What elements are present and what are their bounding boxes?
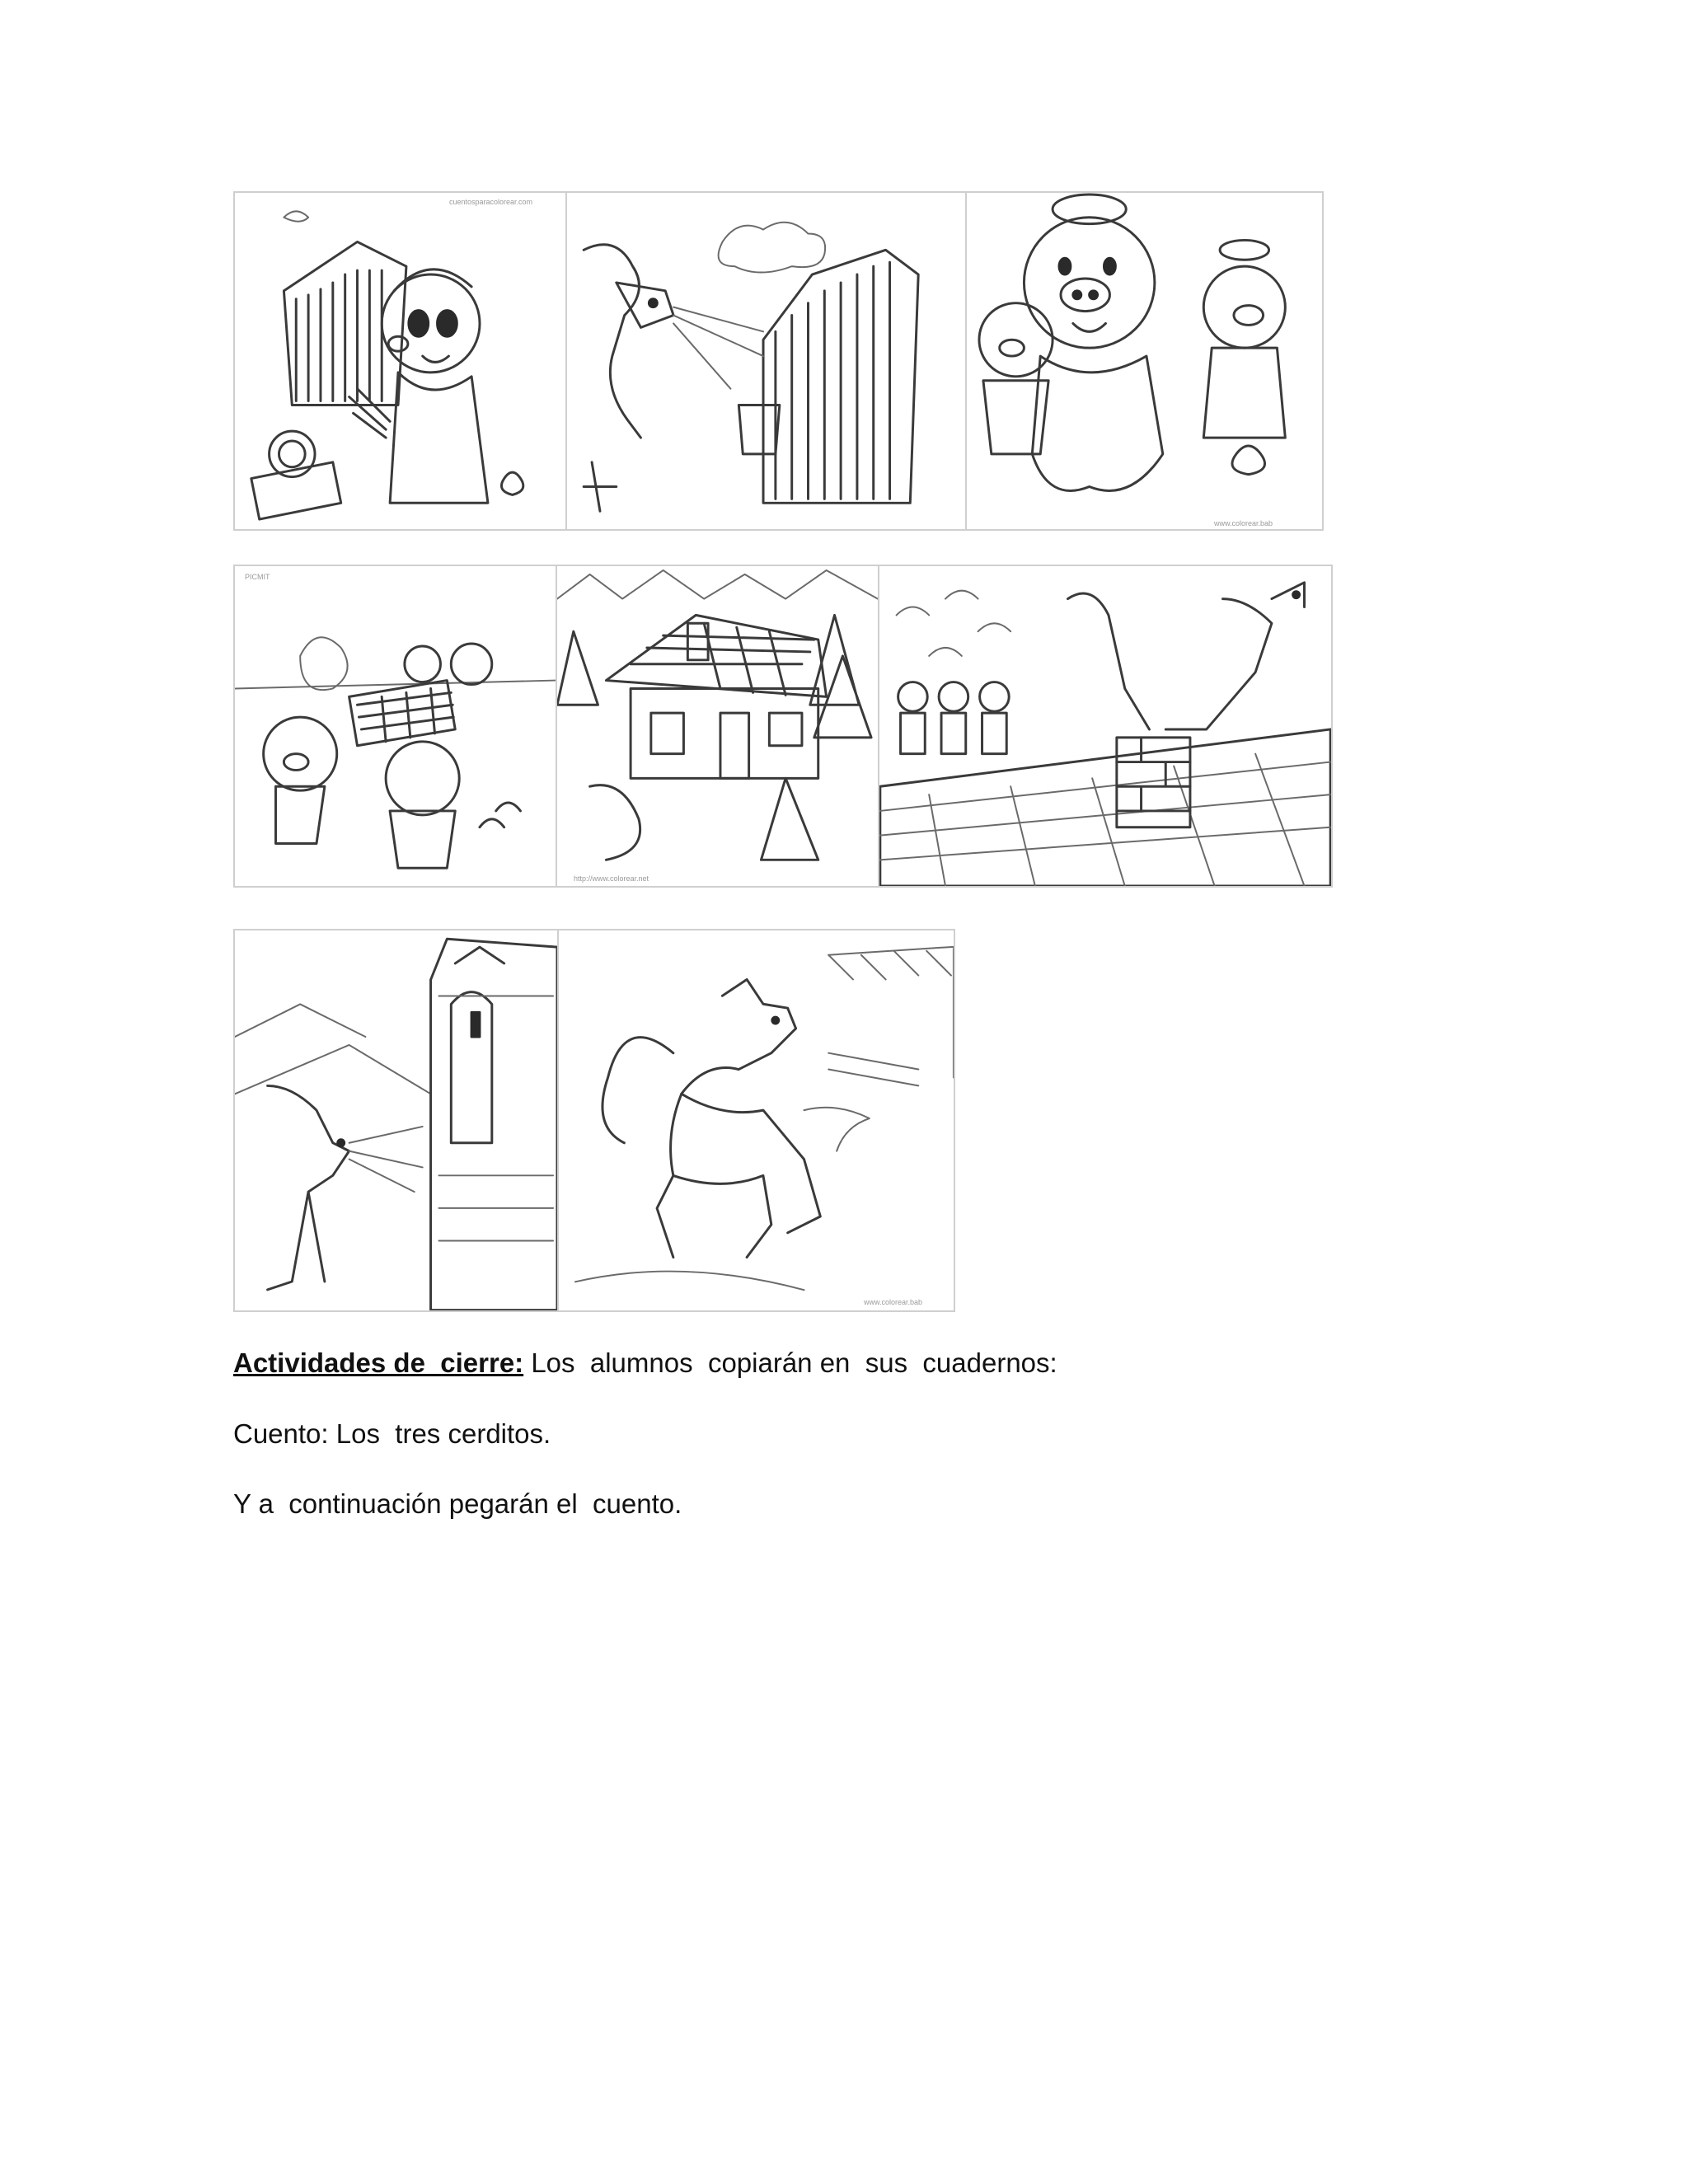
watermark: cuentosparacolorear.com xyxy=(449,198,533,206)
instruction-line: Y a continuación pegarán el cuento. xyxy=(233,1488,682,1519)
watermark: PICMIT xyxy=(245,573,270,581)
illustration-pigs-brick-wall xyxy=(233,565,557,888)
three-pigs-drawing xyxy=(967,193,1322,529)
wolf-blowing-drawing xyxy=(567,193,965,529)
brick-house-drawing xyxy=(557,566,878,886)
brick-wall-drawing xyxy=(235,566,556,886)
wolf-running-drawing xyxy=(559,930,954,1310)
illustration-pig-straw-house xyxy=(233,191,567,531)
closing-activities-text: Los alumnos copiarán en sus cuadernos: xyxy=(523,1347,1057,1378)
wolf-brick-door-drawing xyxy=(235,930,557,1310)
closing-activities-line xyxy=(233,1347,1057,1379)
illustration-wolf-blowing-straw xyxy=(565,191,967,531)
illustration-three-pigs-dancing xyxy=(965,191,1324,531)
story-title-line: Cuento: Los tres cerditos. xyxy=(233,1418,551,1449)
watermark: http://www.colorear.net xyxy=(574,874,649,883)
illustration-wolf-running xyxy=(557,929,955,1312)
illustration-wolf-blowing-brick-house xyxy=(233,929,559,1312)
watermark: www.colorear.bab xyxy=(1214,519,1273,527)
watermark: www.colorear.bab xyxy=(864,1298,923,1306)
illustration-wolf-chimney xyxy=(878,565,1333,888)
closing-activities-label: Actividades de cierre: xyxy=(233,1347,524,1378)
illustration-brick-house xyxy=(556,565,879,888)
wolf-chimney-drawing xyxy=(879,566,1331,886)
pig-straw-house-drawing xyxy=(235,193,565,529)
